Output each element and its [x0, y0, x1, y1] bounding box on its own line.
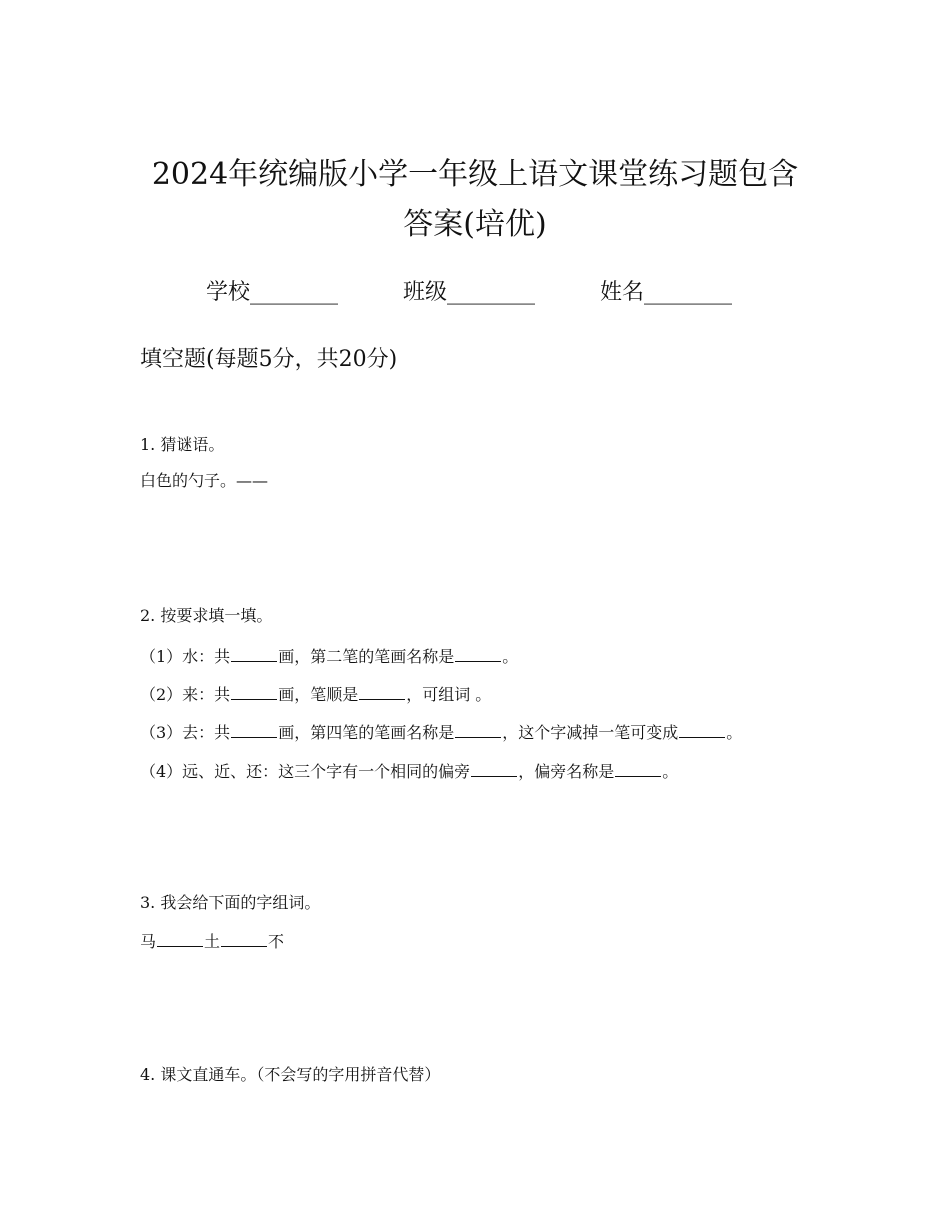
character: 土	[204, 932, 221, 951]
character: 不	[268, 932, 285, 951]
answer-blank	[455, 719, 501, 738]
answer-blank	[679, 719, 725, 738]
answer-blank	[231, 681, 277, 700]
item-text: ，这个字减掉一笔可变成	[502, 723, 679, 742]
character: 马	[140, 932, 157, 951]
answer-blank	[221, 928, 267, 947]
answer-blank	[231, 719, 277, 738]
title-line-1: 2024年统编版小学一年级上语文课堂练习题包含	[151, 157, 799, 192]
question-2-item-2	[140, 681, 491, 707]
question-2-item-1	[140, 643, 518, 669]
title-line-2: 答案(培优)	[403, 207, 547, 242]
question-3-title: 3. 我会给下面的字组词。	[140, 893, 321, 912]
class-field: 班级________	[403, 280, 536, 305]
answer-blank	[455, 643, 501, 662]
question-1-title: 1. 猜谜语。	[140, 435, 225, 454]
item-text: 画，第二笔的笔画名称是	[278, 647, 455, 666]
document-title	[100, 150, 850, 250]
question-2-item-4	[140, 758, 678, 784]
student-info-row	[206, 276, 732, 310]
item-text: ，可组词 。	[406, 685, 492, 704]
school-field: 学校________	[206, 280, 339, 305]
question-2-item-3	[140, 719, 742, 745]
item-text: （3）去：共	[140, 723, 231, 742]
item-text: （2）来：共	[140, 685, 231, 704]
item-text: ，偏旁名称是	[518, 762, 615, 781]
answer-blank	[359, 681, 405, 700]
item-text: 。	[502, 647, 519, 666]
answer-blank	[471, 758, 517, 777]
item-text: 。	[662, 762, 679, 781]
item-text: 画，笔顺是	[278, 685, 359, 704]
name-field: 姓名________	[600, 280, 733, 305]
item-text: 。	[726, 723, 743, 742]
answer-blank	[615, 758, 661, 777]
question-3-words	[140, 928, 284, 954]
question-2-title: 2. 按要求填一填。	[140, 606, 273, 625]
question-4-title: 4. 课文直通车。（不会写的字用拼音代替）	[140, 1065, 441, 1084]
item-text: 画，第四笔的笔画名称是	[278, 723, 455, 742]
answer-blank	[157, 928, 203, 947]
question-1-riddle: 白色的勺子。——	[140, 471, 269, 490]
item-text: （4）远、近、还：这三个字有一个相同的偏旁	[140, 762, 471, 781]
answer-blank	[231, 643, 277, 662]
section-heading: 填空题(每题5分，共20分)	[140, 347, 398, 372]
item-text: （1）水：共	[140, 647, 231, 666]
